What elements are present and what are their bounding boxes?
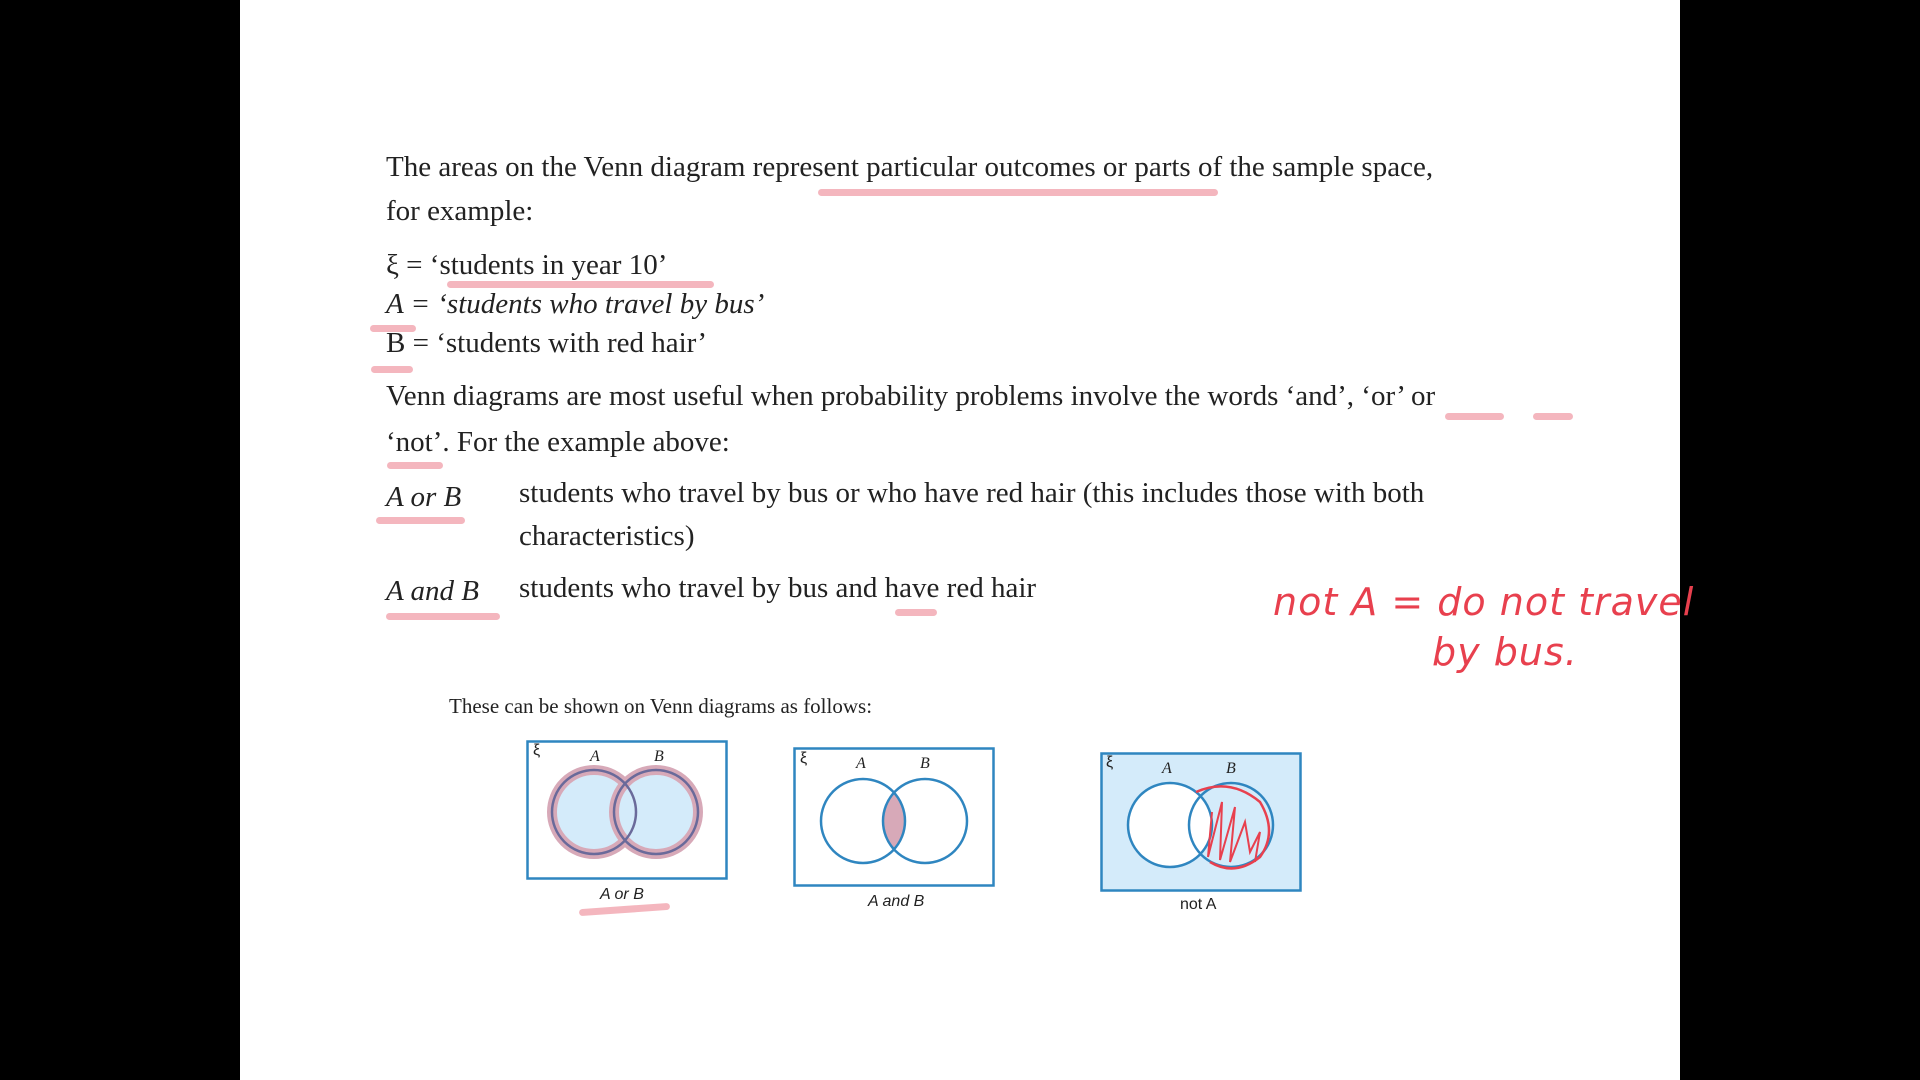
paragraph-line: The areas on the Venn diagram represent particular outcomes or parts of the sample space, — [386, 151, 1434, 183]
highlight-underline — [376, 517, 465, 524]
venn-diagram-a-and-b — [793, 747, 995, 887]
set-a-label: A — [856, 755, 866, 772]
b-definition: B = ‘students with red hair’ — [386, 327, 708, 359]
highlight-underline — [895, 609, 937, 616]
highlight-underline — [1533, 413, 1573, 420]
definition-a-and-b: students who travel by bus and have red hair — [519, 572, 1037, 604]
universal-set-symbol: ξ — [533, 742, 541, 759]
venn-diagram-a-or-b — [526, 740, 728, 880]
term-a-and-b: A and B — [386, 575, 479, 607]
diagram-label: A and B — [868, 893, 925, 910]
set-b-label: B — [1226, 760, 1236, 777]
definition-a-or-b: characteristics) — [519, 520, 695, 552]
universal-set-symbol: ξ — [800, 750, 808, 767]
highlight-underline — [579, 903, 670, 916]
xi-definition: ξ = ‘students in year 10’ — [386, 249, 668, 281]
a-definition: A = ‘students who travel by bus’ — [386, 288, 765, 320]
universal-set-symbol: ξ — [1106, 754, 1114, 771]
set-b-label: B — [654, 748, 664, 765]
set-a-label: A — [1162, 760, 1172, 777]
venn-diagram-not-a — [1100, 752, 1302, 892]
term-a-or-b: A or B — [386, 481, 462, 513]
paragraph-line: Venn diagrams are most useful when probability problems involve the words ‘and’, ‘or’ or — [386, 380, 1436, 412]
diagram-caption: These can be shown on Venn diagrams as follows: — [449, 694, 873, 718]
paragraph-line: ‘not’. For the example above: — [386, 426, 730, 458]
highlight-underline — [371, 366, 413, 373]
set-b-label: B — [920, 755, 930, 772]
document-page — [240, 0, 1695, 1080]
set-a-label: A — [590, 748, 600, 765]
handwritten-note: not A = do not travel — [1273, 580, 1695, 624]
handwritten-note: by bus. — [1432, 630, 1578, 674]
highlight-underline — [447, 281, 714, 288]
paragraph-line: for example: — [386, 195, 534, 227]
highlight-underline — [818, 189, 1218, 196]
definition-a-or-b: students who travel by bus or who have red hair (this includes those with both — [519, 477, 1425, 509]
highlight-underline — [387, 462, 443, 469]
diagram-label: A or B — [600, 886, 644, 903]
diagram-label: not A — [1180, 896, 1217, 913]
highlight-underline — [1445, 413, 1504, 420]
highlight-underline — [386, 613, 500, 620]
